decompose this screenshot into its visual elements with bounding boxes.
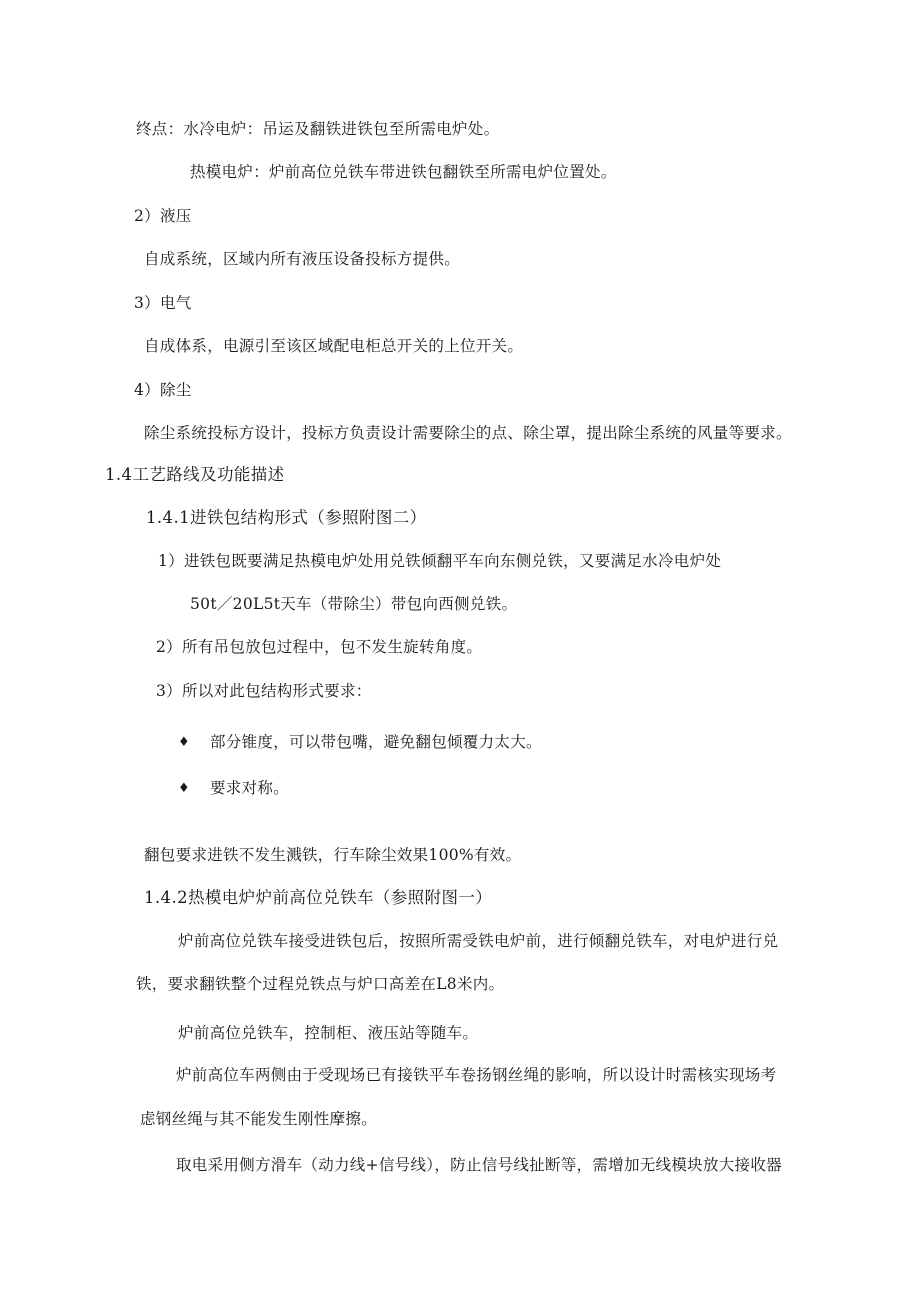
item-1-ladle-requirement-cont: 50t／20L5t天车（带除尘）带包向西侧兑铁。 xyxy=(190,595,518,613)
item-2-no-rotation: 2）所有吊包放包过程中，包不发生旋转角度。 xyxy=(156,638,483,656)
paragraph-power-supply: 取电采用侧方滑车（动力线+信号线），防止信号线扯断等，需增加无线模块放大接收器 xyxy=(176,1156,782,1174)
paragraph-transfer-car: 炉前高位兑铁车接受进铁包后，按照所需受铁电炉前，进行倾翻兑铁车，对电炉进行兑 xyxy=(178,932,779,950)
diamond-bullet-icon: ♦ xyxy=(178,735,190,750)
bullet-item-symmetry: 要求对称。 xyxy=(210,779,290,797)
paragraph-hydraulic: 自成系统，区域内所有液压设备投标方提供。 xyxy=(144,250,461,268)
paragraph-endpoint-water-cooled: 终点：水冷电炉：吊运及翻铁进铁包至所需电炉处。 xyxy=(136,120,500,138)
section-electrical-title: 3）电气 xyxy=(134,294,192,312)
paragraph-no-splash: 翻包要求进铁不发生溅铁，行车除尘效果100%有效。 xyxy=(144,846,522,864)
heading-1-4-2: 1.4.2热模电炉炉前高位兑铁车（参照附图一） xyxy=(144,888,493,907)
diamond-bullet-icon: ♦ xyxy=(178,781,190,796)
paragraph-endpoint-hot-mold: 热模电炉：炉前高位兑铁车带进铁包翻铁至所需电炉位置处。 xyxy=(190,163,617,181)
section-dust-title: 4）除尘 xyxy=(134,381,192,399)
section-hydraulic-title: 2）液压 xyxy=(134,207,192,225)
paragraph-electrical: 自成体系，电源引至该区域配电柜总开关的上位开关。 xyxy=(144,337,524,355)
paragraph-wire-rope: 炉前高位车两侧由于受现场已有接铁平车卷扬钢丝绳的影响，所以设计时需核实现场考 xyxy=(176,1066,777,1084)
paragraph-onboard-equipment: 炉前高位兑铁车，控制柜、液压站等随车。 xyxy=(178,1024,479,1042)
heading-1-4: 1.4工艺路线及功能描述 xyxy=(105,465,285,484)
paragraph-wire-rope-cont: 虑钢丝绳与其不能发生刚性摩擦。 xyxy=(140,1110,378,1128)
heading-1-4-1: 1.4.1进铁包结构形式（参照附图二） xyxy=(146,508,427,527)
paragraph-dust: 除尘系统投标方设计，投标方负责设计需要除尘的点、除尘罩，提出除尘系统的风量等要求。 xyxy=(144,424,792,442)
item-1-ladle-requirement: 1）进铁包既要满足热模电炉处用兑铁倾翻平车向东侧兑铁，又要满足水冷电炉处 xyxy=(158,552,722,570)
paragraph-transfer-car-cont: 铁，要求翻铁整个过程兑铁点与炉口高差在L8米内。 xyxy=(136,975,505,993)
bullet-item-taper: 部分锥度，可以带包嘴，避免翻包倾覆力太大。 xyxy=(210,733,542,751)
item-3-structure-requirement: 3）所以对此包结构形式要求： xyxy=(156,682,372,700)
